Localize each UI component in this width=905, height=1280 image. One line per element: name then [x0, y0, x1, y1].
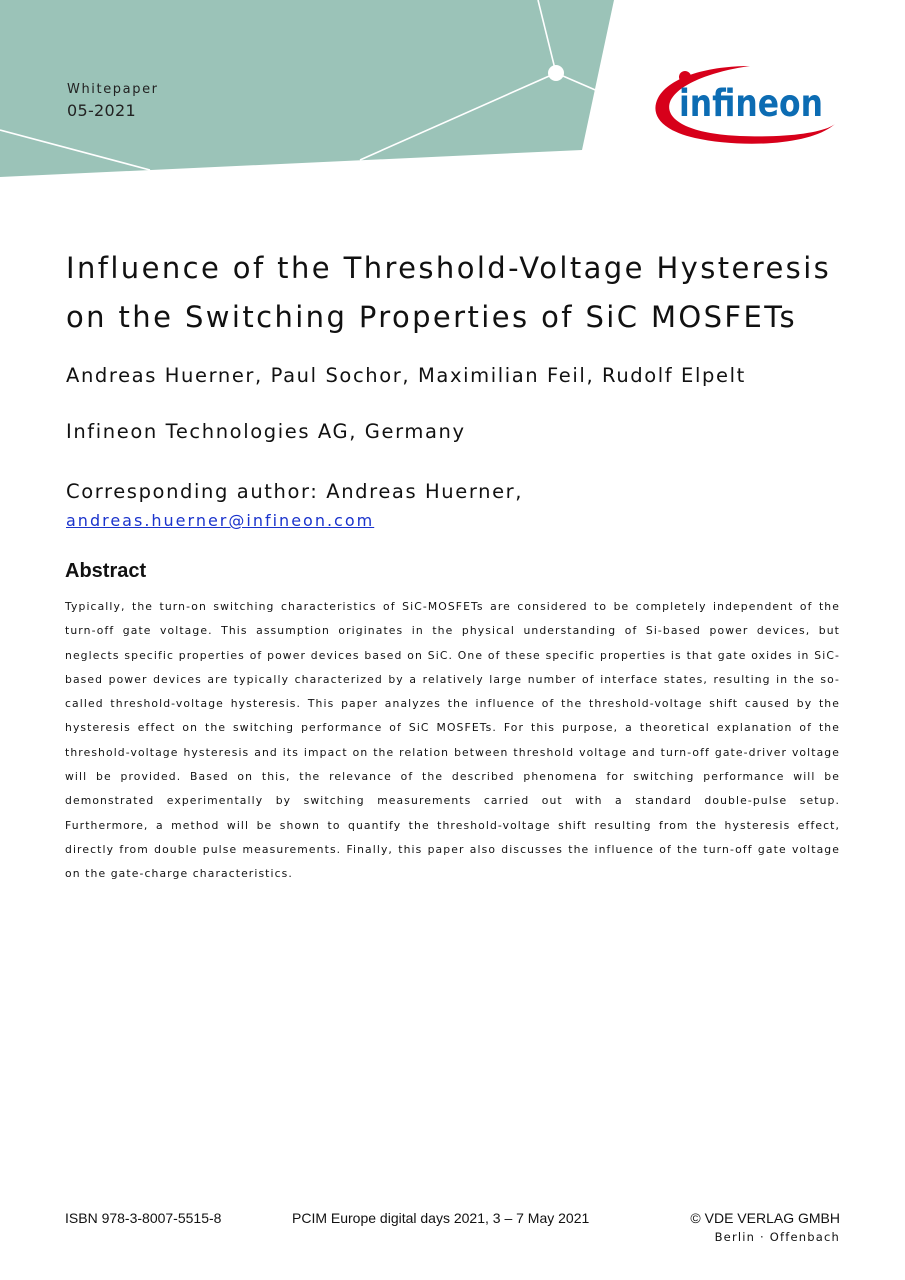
- email-link[interactable]: andreas.huerner@infineon.com: [66, 511, 375, 530]
- paper-title: Influence of the Threshold-Voltage Hysteresis on the Switching Properties of SiC MOSFETs: [66, 251, 832, 334]
- footer-publisher: © VDE VERLAG GMBH: [690, 1210, 840, 1226]
- affiliation: Infineon Technologies AG, Germany: [66, 420, 466, 443]
- footer-isbn: ISBN 978-3-8007-5515-8: [65, 1210, 222, 1226]
- document-date: 05-2021: [67, 101, 136, 120]
- abstract-heading: Abstract: [65, 560, 147, 582]
- logo-wordmark: infineon: [679, 82, 823, 125]
- abstract-body: Typically, the turn-on switching characteristics of SiC-MOSFETs are considered to be completely independent of the turn-off gate voltage. This assumption originates in the physical understanding of Si-based power devices, but neglects specific properties of power devices based on SiC. One of these specific properties is that gate oxides in SiC-based power devices are typically characterized by a relatively large number of interface states, resulting in the so-called threshold-voltage hysteresis. This paper analyzes the influence of the threshold-voltage shift caused by the hysteresis effect on the switching performance of SiC MOSFETs. For this purpose, a theoretical explanation of the threshold-voltage hysteresis and its impact on the relation between threshold voltage and turn-off gate-driver voltage will be provided. Based on this, the relevance of the described phenomena for switching performance will be demonstrated experimentally by switching measurements carried out with a standard double-pulse setup. Furthermore, a method will be shown to quantify the threshold-voltage shift resulting from the hysteresis effect, directly from double pulse measurements. Finally, this paper also discusses the influence of the turn-off gate voltage on the gate-charge characteristics.: [65, 600, 840, 881]
- corresponding-label: Corresponding author: Andreas Huerner,: [66, 480, 524, 503]
- banner-node: [548, 65, 564, 81]
- footer-publisher-city: Berlin · Offenbach: [714, 1230, 840, 1244]
- footer-conference: PCIM Europe digital days 2021, 3 – 7 May 2021: [292, 1210, 590, 1226]
- document-type: Whitepaper: [67, 82, 159, 97]
- infineon-logo: [650, 62, 842, 148]
- corresponding-author: [66, 478, 866, 535]
- author-list: Andreas Huerner, Paul Sochor, Maximilian Feil, Rudolf Elpelt: [66, 364, 746, 387]
